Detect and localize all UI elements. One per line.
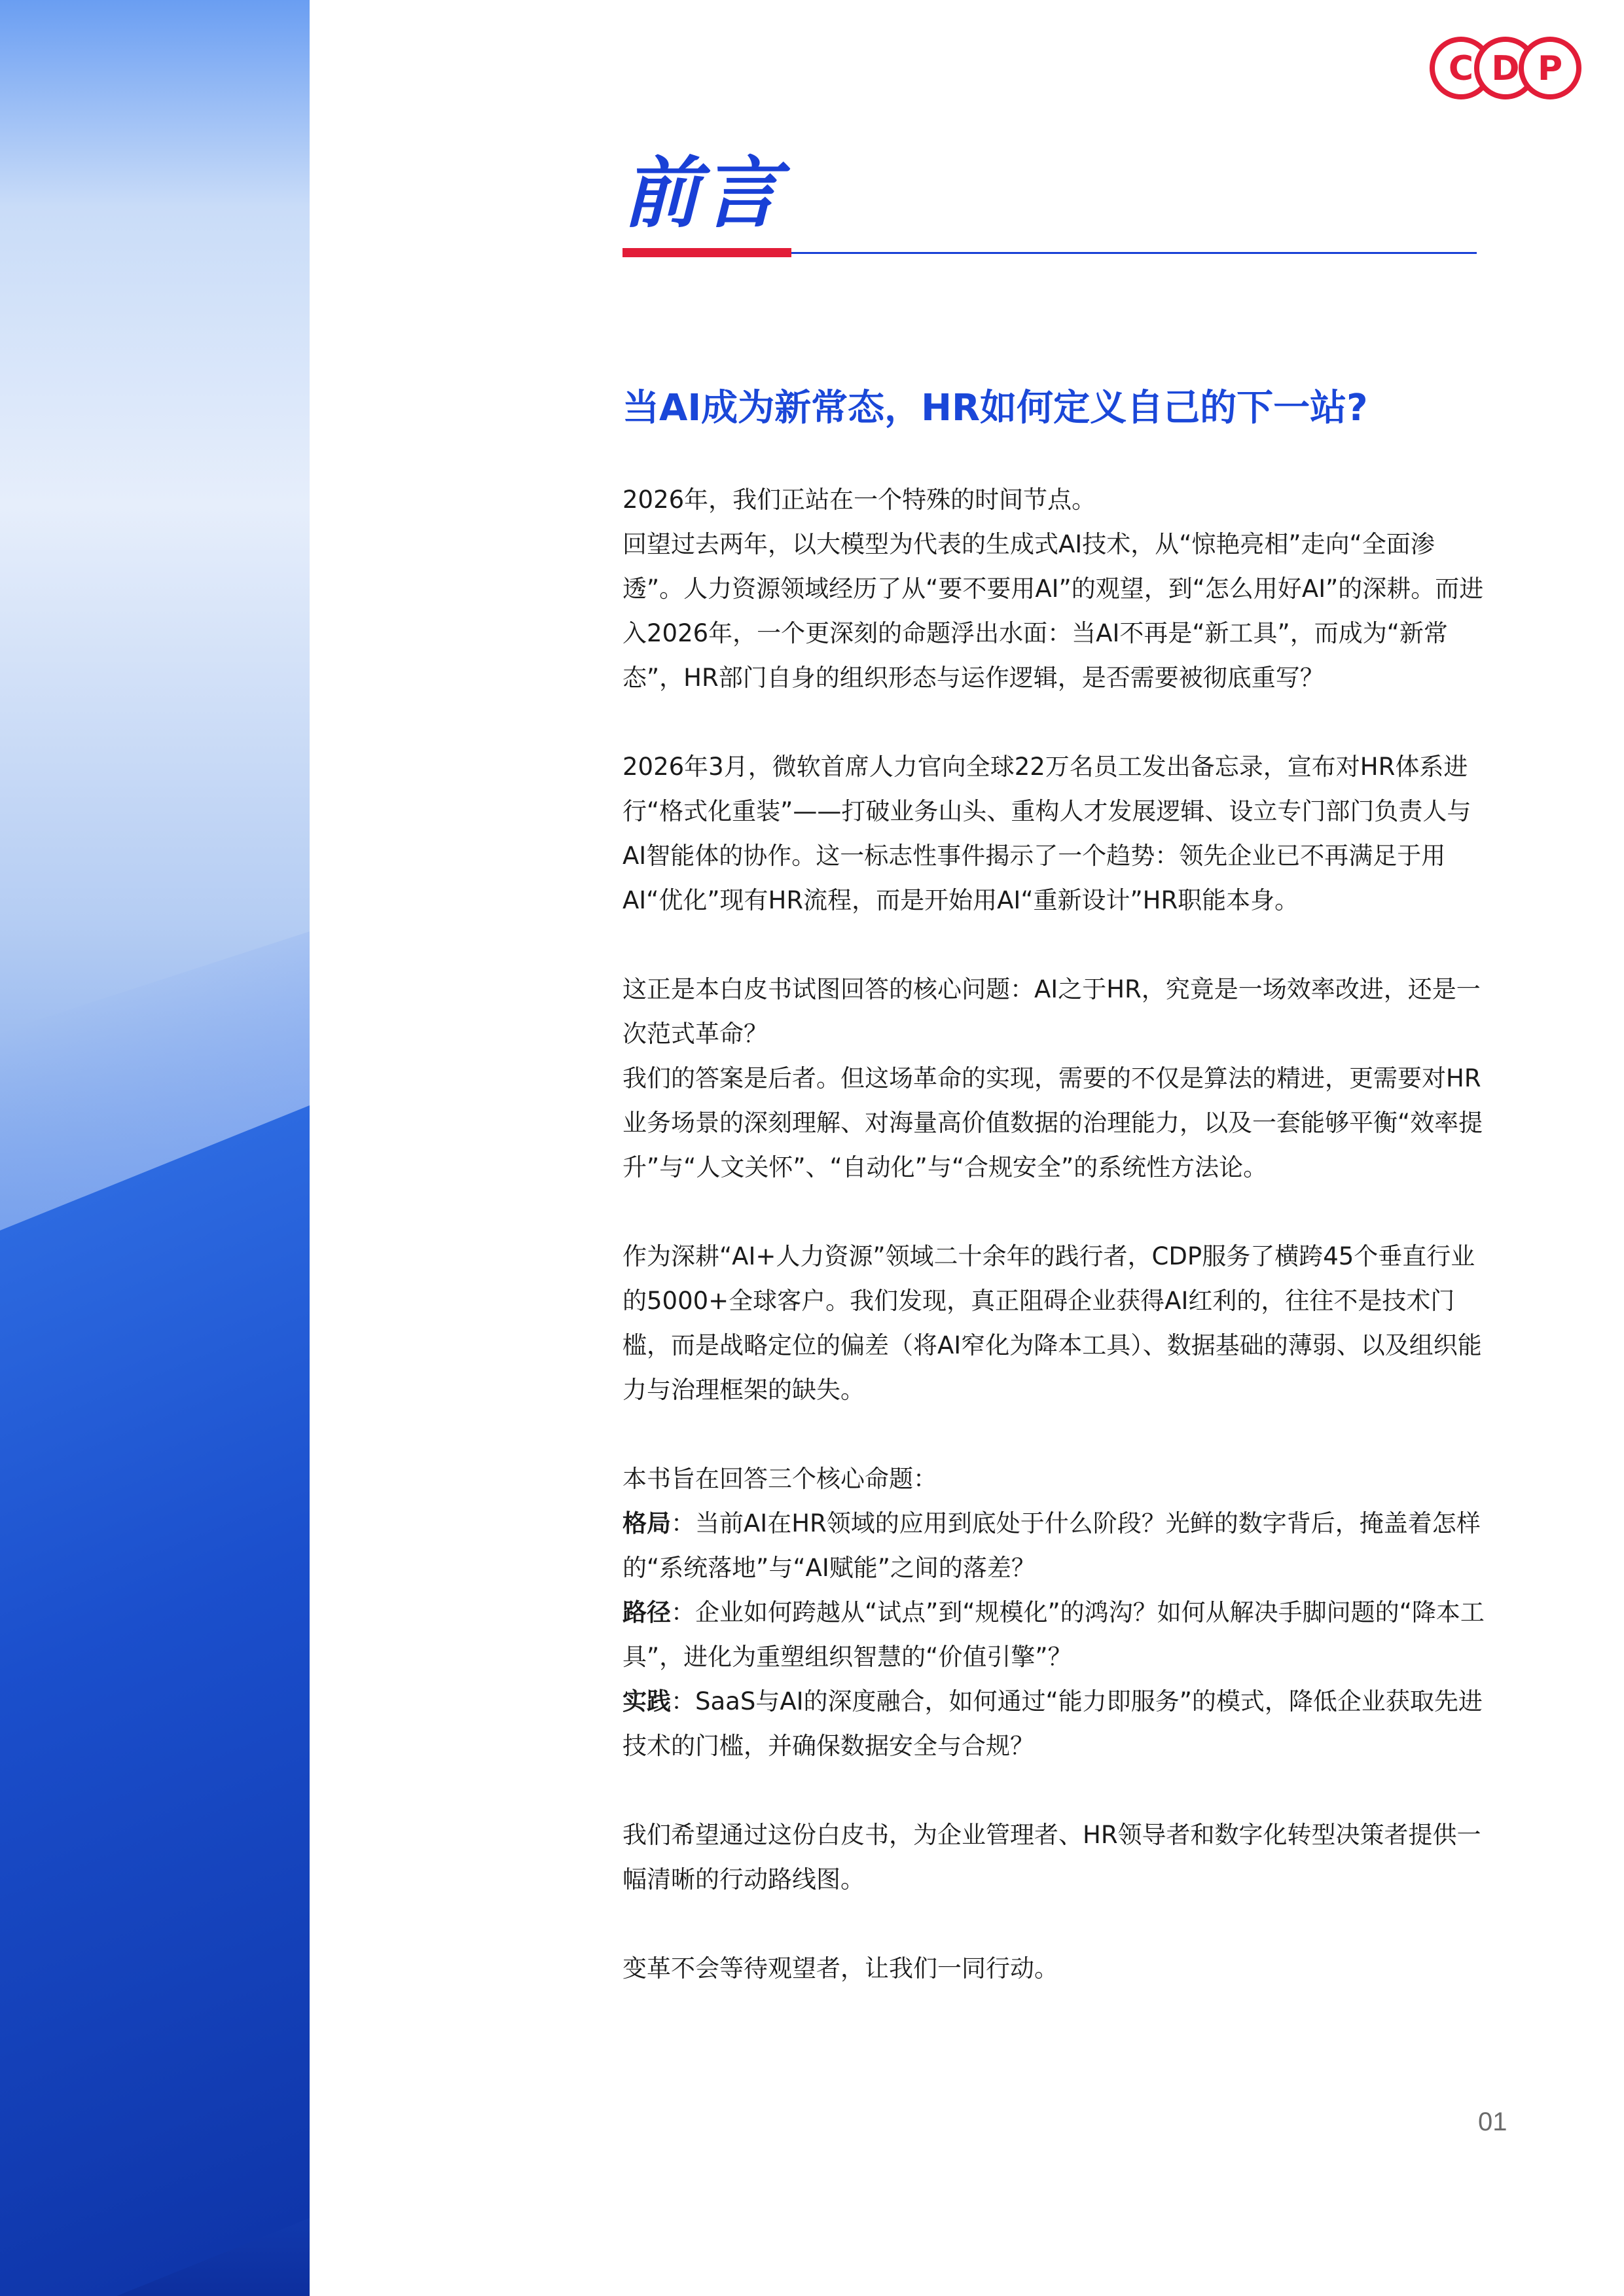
- paragraph-1: 2026年，我们正站在一个特殊的时间节点。: [623, 486, 1096, 514]
- closing-paragraph: 我们希望通过这份白皮书，为企业管理者、HR领导者和数字化转型决策者提供一幅清晰的行动路线图。: [623, 1821, 1481, 1893]
- proposition-path: [623, 1590, 1487, 1679]
- heading-rule-accent: [623, 248, 791, 257]
- proposition-pattern: [623, 1501, 1487, 1590]
- band-facet-dark: [0, 1105, 310, 2296]
- paragraph-4: 这正是本白皮书试图回答的核心问题：AI之于HR，究竟是一场效率改进，还是一次范式革命？: [623, 975, 1481, 1048]
- cdp-logo: [1427, 34, 1584, 103]
- paragraph-6: 作为深耕“AI+人力资源”领域二十余年的践行者，CDP服务了横跨45个垂直行业的5000+全球客户。我们发现，真正阻碍企业获得AI红利的，往往不是技术门槛，而是战略定位的偏差（将AI窄化为降本工具）、数据基础的薄弱、以及组织能力与治理框架的缺失。: [623, 1242, 1482, 1404]
- decorative-side-band: [0, 0, 310, 2296]
- proposition-text: ：企业如何跨越从“试点”到“规模化”的鸿沟？如何从解决手脚问题的“降本工具”，进化为重塑组织智慧的“价值引擎”？: [623, 1598, 1485, 1671]
- paragraph-3: 2026年3月，微软首席人力官向全球22万名员工发出备忘录，宣布对HR体系进行“格式化重装”——打破业务山头、重构人才发展逻辑、设立专门部门负责人与AI智能体的协作。这一标志性事件揭示了一个趋势：领先企业已不再满足于用AI“优化”现有HR流程，而是开始用AI“重新设计”HR职能本身。: [623, 753, 1471, 914]
- proposition-text: ：SaaS与AI的深度融合，如何通过“能力即服务”的模式，降低企业获取先进技术的门槛，并确保数据安全与合规？: [623, 1687, 1483, 1760]
- page-number: 01: [1478, 2108, 1507, 2136]
- proposition-label: 实践: [623, 1687, 671, 1715]
- closing-statement: 变革不会等待观望者，让我们一同行动。: [623, 1954, 1058, 1982]
- svg-text:D: D: [1491, 49, 1520, 88]
- page-heading: 前言: [623, 148, 783, 238]
- proposition-text: ：当前AI在HR领域的应用到底处于什么阶段？光鲜的数字背后，掩盖着怎样的“系统落地”与“AI赋能”之间的落差？: [623, 1509, 1481, 1582]
- proposition-label: 路径: [623, 1598, 671, 1626]
- proposition-practice: [623, 1679, 1487, 1768]
- section-subtitle: 当AI成为新常态，HR如何定义自己的下一站?: [623, 387, 1368, 429]
- paragraph-2: 回望过去两年，以大模型为代表的生成式AI技术，从“惊艳亮相”走向“全面渗透”。人力资源领域经历了从“要不要用AI”的观望，到“怎么用好AI”的深耕。而进入2026年，一个更深刻的命题浮出水面：当AI不再是“新工具”，而成为“新常态”，HR部门自身的组织形态与运作逻辑，是否需要被彻底重写？: [623, 530, 1484, 692]
- proposition-label: 格局: [623, 1509, 671, 1537]
- paragraph-5: 我们的答案是后者。但这场革命的实现，需要的不仅是算法的精进，更需要对HR业务场景的深刻理解、对海量高价值数据的治理能力，以及一套能够平衡“效率提升”与“人文关怀”、“自动化”与“合规安全”的系统性方法论。: [623, 1064, 1483, 1181]
- svg-text:P: P: [1537, 49, 1563, 88]
- body-text: [623, 478, 1487, 1991]
- svg-text:C: C: [1448, 49, 1474, 88]
- paragraph-7: 本书旨在回答三个核心命题：: [623, 1465, 937, 1493]
